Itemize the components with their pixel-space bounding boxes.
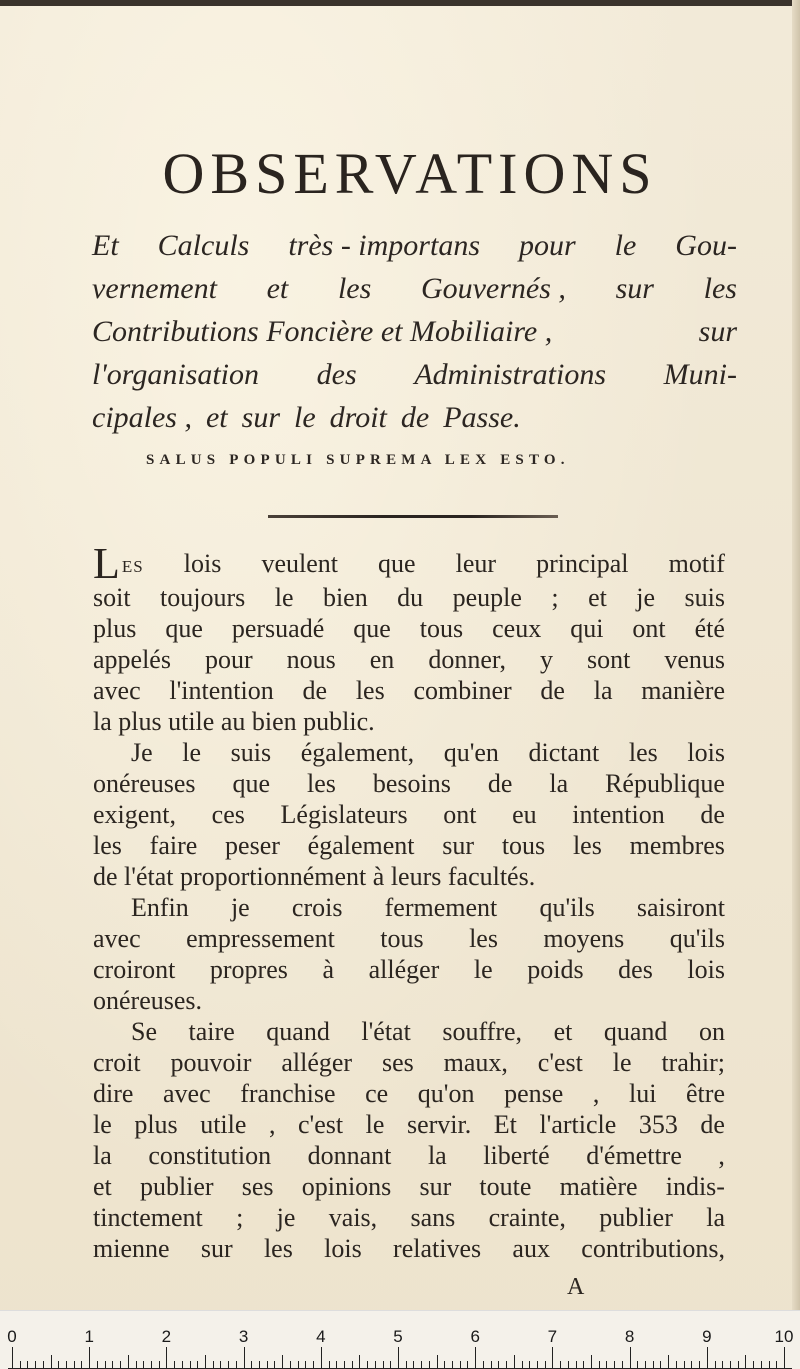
body-word: de bbox=[700, 1110, 725, 1139]
body-word: des bbox=[618, 955, 653, 984]
body-word: lois bbox=[687, 955, 725, 984]
body-word: avec bbox=[93, 924, 141, 953]
ruler-tick bbox=[591, 1355, 592, 1369]
body-word: plus bbox=[134, 1110, 178, 1139]
body-word: que bbox=[353, 614, 391, 643]
body-word: manière bbox=[641, 676, 725, 705]
ruler-label: 9 bbox=[702, 1327, 712, 1346]
body-line bbox=[93, 892, 725, 923]
body-word: vais, bbox=[328, 1203, 378, 1232]
body-word: sans bbox=[410, 1203, 456, 1232]
ruler-label: 5 bbox=[393, 1327, 403, 1346]
body-word: je bbox=[276, 1203, 296, 1232]
body-word: persuadé bbox=[231, 614, 325, 643]
body-word: indis- bbox=[665, 1172, 725, 1201]
body-word: ce bbox=[365, 1079, 389, 1108]
body-word: dictant bbox=[528, 738, 600, 767]
body-word: donner, bbox=[428, 645, 506, 674]
subtitle-word: et bbox=[266, 272, 289, 305]
ruler-tick bbox=[784, 1347, 785, 1369]
body-word: les bbox=[307, 769, 336, 798]
body-word: l'état bbox=[361, 1017, 411, 1046]
subtitle-word: l'organisation bbox=[92, 358, 259, 391]
body-word: franchise bbox=[240, 1079, 336, 1108]
body-word: ces bbox=[211, 800, 245, 829]
body-line bbox=[93, 1047, 725, 1078]
dropcap-letter: L bbox=[93, 539, 120, 588]
body-word: en bbox=[369, 645, 395, 674]
body-line bbox=[93, 861, 725, 892]
body-word: suis bbox=[230, 738, 272, 767]
body-word: également, bbox=[300, 738, 415, 767]
body-word: bien bbox=[322, 583, 368, 612]
body-word: combiner bbox=[413, 676, 512, 705]
subtitle-line bbox=[92, 310, 737, 353]
ruler-tick bbox=[359, 1355, 360, 1369]
subtitle-word: sur bbox=[615, 272, 654, 305]
body-word: peser bbox=[225, 831, 280, 860]
body-line bbox=[93, 768, 725, 799]
body-word: plus bbox=[118, 707, 169, 736]
body-word: contributions, bbox=[581, 1234, 725, 1263]
body-line bbox=[93, 1109, 725, 1140]
dropcap-word bbox=[93, 539, 144, 588]
ruler-label: 1 bbox=[84, 1327, 94, 1346]
ruler-label: 10 bbox=[774, 1327, 794, 1346]
body-word: que bbox=[165, 614, 203, 643]
body-word: je bbox=[230, 893, 250, 922]
body-line bbox=[93, 737, 725, 768]
body-word: taire bbox=[188, 1017, 235, 1046]
subtitle-word: Muni- bbox=[663, 358, 737, 391]
body-word: la bbox=[549, 769, 569, 798]
body-word: moyens bbox=[543, 924, 625, 953]
body-word: propres bbox=[209, 955, 288, 984]
ruler-tick bbox=[630, 1347, 631, 1369]
document-subtitle bbox=[92, 224, 737, 439]
body-word: la bbox=[593, 676, 613, 705]
body-word: tinctement bbox=[93, 1203, 203, 1232]
body-word: l'article bbox=[539, 1110, 617, 1139]
body-line bbox=[93, 1202, 725, 1233]
body-line bbox=[93, 830, 725, 861]
body-word: , bbox=[718, 1141, 725, 1170]
body-word: veulent bbox=[261, 549, 338, 578]
body-word: pouvoir bbox=[170, 1048, 252, 1077]
body-text bbox=[93, 539, 725, 1264]
body-word: le bbox=[182, 738, 202, 767]
body-word: tous bbox=[501, 831, 546, 860]
body-word: venus bbox=[664, 645, 725, 674]
body-word: ; bbox=[236, 1203, 244, 1232]
body-word: 353 bbox=[638, 1110, 678, 1139]
body-word: le bbox=[365, 1110, 385, 1139]
ruler-tick bbox=[437, 1355, 438, 1369]
subtitle-word: droit bbox=[329, 401, 387, 434]
body-word: saisiront bbox=[636, 893, 725, 922]
body-word: fermement bbox=[384, 893, 498, 922]
ruler-label: 3 bbox=[238, 1327, 249, 1346]
body-word: ont bbox=[632, 614, 666, 643]
body-word: ses bbox=[381, 1048, 414, 1077]
body-word: à bbox=[372, 862, 391, 891]
body-word: , bbox=[592, 1079, 600, 1108]
subtitle-word: sur bbox=[698, 315, 737, 348]
section-divider bbox=[268, 515, 558, 518]
body-word: onéreuses. bbox=[93, 986, 203, 1015]
body-word: c'est bbox=[537, 1048, 583, 1077]
body-word: de bbox=[487, 769, 513, 798]
subtitle-word: Et bbox=[92, 229, 119, 262]
body-line bbox=[93, 539, 725, 588]
ruler-label: 4 bbox=[316, 1327, 326, 1346]
body-word: quand bbox=[603, 1017, 668, 1046]
body-word: ceux bbox=[492, 614, 542, 643]
body-word: donnant bbox=[307, 1141, 392, 1170]
body-line bbox=[93, 706, 725, 737]
body-word: relatives bbox=[393, 1234, 482, 1263]
ruler-tick bbox=[707, 1347, 708, 1369]
ruler-tick bbox=[244, 1347, 245, 1369]
subtitle-word: les bbox=[703, 272, 737, 305]
body-word: lois bbox=[183, 549, 222, 578]
body-word: trahir; bbox=[661, 1048, 725, 1077]
body-word: que bbox=[232, 769, 271, 798]
ruler-tick bbox=[514, 1355, 515, 1369]
body-word: avec bbox=[93, 676, 141, 705]
ruler-tick bbox=[668, 1355, 669, 1369]
body-word: à bbox=[322, 955, 334, 984]
body-word: été bbox=[694, 614, 725, 643]
body-word: pense bbox=[504, 1079, 564, 1108]
body-word: qu'ils bbox=[669, 924, 725, 953]
subtitle-word: Gouvernés , bbox=[420, 272, 566, 305]
body-word: on bbox=[698, 1017, 725, 1046]
body-word: facultés. bbox=[447, 862, 536, 891]
subtitle-word: et bbox=[205, 401, 228, 434]
body-word: toujours bbox=[160, 583, 246, 612]
subtitle-line bbox=[92, 396, 737, 439]
body-word: la bbox=[706, 1203, 725, 1232]
body-word: les bbox=[93, 831, 122, 860]
body-word: alléger bbox=[368, 955, 440, 984]
subtitle-line bbox=[92, 267, 737, 310]
subtitle-line bbox=[92, 224, 737, 267]
body-line bbox=[93, 954, 725, 985]
body-line bbox=[93, 1140, 725, 1171]
body-word: onéreuses bbox=[93, 769, 196, 798]
body-word: Enfin bbox=[131, 893, 189, 922]
subtitle-word: vernement bbox=[92, 272, 217, 305]
body-word: croit bbox=[93, 1048, 141, 1077]
ruler-tick bbox=[51, 1355, 52, 1369]
body-word: suis bbox=[684, 583, 725, 612]
body-word: liberté bbox=[483, 1141, 550, 1170]
ruler-label: 8 bbox=[624, 1327, 635, 1346]
ruler-tick bbox=[321, 1347, 322, 1369]
body-word: Et bbox=[493, 1110, 517, 1139]
body-word: nous bbox=[286, 645, 336, 674]
body-word: besoins bbox=[372, 769, 451, 798]
body-word: opinions bbox=[301, 1172, 392, 1201]
body-word: ses bbox=[241, 1172, 274, 1201]
body-word: je bbox=[636, 583, 656, 612]
body-word: la bbox=[427, 1141, 447, 1170]
body-word: Je bbox=[131, 738, 153, 767]
body-line bbox=[93, 582, 725, 613]
body-word: motif bbox=[668, 549, 725, 578]
subtitle-word: très - importans bbox=[288, 229, 480, 262]
subtitle-word: Gou- bbox=[675, 229, 737, 262]
ruler-tick bbox=[166, 1347, 167, 1369]
body-word: public. bbox=[303, 707, 375, 736]
body-word: membres bbox=[629, 831, 725, 860]
subtitle-word: cipales , bbox=[92, 401, 192, 434]
ruler-tick bbox=[745, 1355, 746, 1369]
body-word: les bbox=[469, 924, 498, 953]
body-word: lois bbox=[324, 1234, 362, 1263]
body-word: constitution bbox=[148, 1141, 272, 1170]
body-word: ont bbox=[443, 800, 477, 829]
subtitle-word: de bbox=[400, 401, 430, 434]
body-word: utile bbox=[200, 1110, 247, 1139]
body-word: du bbox=[397, 583, 424, 612]
body-word: et bbox=[553, 1017, 573, 1046]
body-word: qui bbox=[570, 614, 604, 643]
body-line bbox=[93, 644, 725, 675]
body-word: mienne bbox=[93, 1234, 170, 1263]
body-word: intention bbox=[572, 800, 665, 829]
body-word: ; bbox=[551, 583, 559, 612]
ruler-tick bbox=[282, 1355, 283, 1369]
body-word: et bbox=[93, 1172, 112, 1201]
body-word: également bbox=[307, 831, 415, 860]
subtitle-word: les bbox=[337, 272, 372, 305]
signature-mark: A bbox=[567, 1274, 585, 1300]
body-word: souffre, bbox=[442, 1017, 523, 1046]
body-word: lois bbox=[687, 738, 725, 767]
body-word: faire bbox=[149, 831, 198, 860]
body-word: République bbox=[605, 769, 725, 798]
body-line bbox=[93, 613, 725, 644]
body-word: peuple bbox=[452, 583, 522, 612]
body-word: Se bbox=[131, 1017, 157, 1046]
body-word: dire bbox=[93, 1079, 134, 1108]
body-word: leur bbox=[455, 549, 497, 578]
body-word: crainte, bbox=[488, 1203, 566, 1232]
body-word: c'est bbox=[298, 1110, 344, 1139]
body-word: leurs bbox=[390, 862, 448, 891]
body-word: sont bbox=[586, 645, 631, 674]
subtitle-word: le bbox=[294, 401, 316, 434]
body-word: eu bbox=[512, 800, 537, 829]
body-word: lui bbox=[628, 1079, 657, 1108]
body-word: au bbox=[220, 707, 252, 736]
ruler-tick bbox=[475, 1347, 476, 1369]
ruler-label: 6 bbox=[470, 1327, 480, 1346]
body-word: publier bbox=[139, 1172, 214, 1201]
body-word: crois bbox=[291, 893, 343, 922]
body-word: plus bbox=[93, 614, 137, 643]
dropcap-smallcaps: ES bbox=[121, 557, 144, 576]
body-word: de bbox=[93, 862, 125, 891]
body-word: de bbox=[700, 800, 725, 829]
subtitle-word: pour bbox=[518, 229, 576, 262]
body-word: alléger bbox=[281, 1048, 353, 1077]
body-word: , bbox=[268, 1110, 276, 1139]
body-word: qu'en bbox=[443, 738, 499, 767]
body-word: servir. bbox=[406, 1110, 472, 1139]
ruler-tick bbox=[12, 1347, 13, 1369]
body-word: les bbox=[355, 676, 385, 705]
ruler-tick bbox=[89, 1347, 90, 1369]
body-word: la bbox=[93, 1141, 112, 1170]
ruler-tick bbox=[128, 1355, 129, 1369]
body-word: pour bbox=[204, 645, 253, 674]
body-word: le bbox=[274, 583, 294, 612]
body-word: avec bbox=[163, 1079, 211, 1108]
body-line bbox=[93, 1171, 725, 1202]
body-word: publier bbox=[599, 1203, 673, 1232]
subtitle-word: Administrations bbox=[414, 358, 607, 391]
ruler-tick bbox=[552, 1347, 553, 1369]
body-line bbox=[93, 1016, 725, 1047]
body-word: sur bbox=[200, 1234, 233, 1263]
body-word: le bbox=[473, 955, 493, 984]
body-word: de bbox=[540, 676, 565, 705]
subtitle-word: le bbox=[614, 229, 637, 262]
body-word: d'émettre bbox=[586, 1141, 682, 1170]
latin-motto: SALUS POPULI SUPREMA LEX ESTO. bbox=[146, 452, 570, 468]
body-word: l'état bbox=[124, 862, 180, 891]
ruler-tick bbox=[205, 1355, 206, 1369]
subtitle-word: des bbox=[316, 358, 357, 391]
body-word: exigent, bbox=[93, 800, 177, 829]
body-word: quand bbox=[266, 1017, 330, 1046]
body-word: y bbox=[539, 645, 553, 674]
body-word: le bbox=[93, 1110, 112, 1139]
body-word: sur bbox=[419, 1172, 452, 1201]
body-word: la bbox=[93, 707, 119, 736]
body-line bbox=[93, 675, 725, 706]
body-word: empressement bbox=[186, 924, 335, 953]
body-word: tous bbox=[380, 924, 424, 953]
body-word: les bbox=[628, 738, 658, 767]
body-line bbox=[93, 1078, 725, 1109]
body-word: et bbox=[588, 583, 607, 612]
body-word: appelés bbox=[93, 645, 171, 674]
body-word: de bbox=[302, 676, 328, 705]
body-word: sur bbox=[442, 831, 475, 860]
body-word: les bbox=[572, 831, 602, 860]
body-word: être bbox=[686, 1079, 725, 1108]
body-word: Législateurs bbox=[280, 800, 408, 829]
ruler-label: 2 bbox=[161, 1327, 172, 1346]
body-line bbox=[93, 985, 725, 1016]
ruler-label: 0 bbox=[7, 1327, 17, 1346]
body-line bbox=[93, 1233, 725, 1264]
body-word: principal bbox=[536, 549, 629, 578]
body-word: aux bbox=[512, 1234, 550, 1263]
subtitle-word: Passe. bbox=[443, 401, 521, 434]
document-title: OBSERVATIONS bbox=[162, 141, 658, 206]
body-word: matière bbox=[559, 1172, 638, 1201]
body-line bbox=[93, 923, 725, 954]
body-word: maux, bbox=[443, 1048, 508, 1077]
ruler-label: 7 bbox=[547, 1327, 558, 1346]
subtitle-word: Contributions Foncière et Mobiliaire , bbox=[92, 315, 553, 348]
body-word: les bbox=[263, 1234, 293, 1263]
body-word: tous bbox=[419, 614, 464, 643]
body-word: bien bbox=[251, 707, 304, 736]
body-word: le bbox=[612, 1048, 632, 1077]
body-word: soit bbox=[93, 583, 131, 612]
body-word: poids bbox=[527, 955, 584, 984]
subtitle-word: Calculs bbox=[157, 229, 250, 262]
body-word: toute bbox=[479, 1172, 532, 1201]
subtitle-line bbox=[92, 353, 737, 396]
body-word: croiront bbox=[93, 955, 176, 984]
page-top-edge bbox=[0, 0, 800, 6]
body-word: l'intention bbox=[169, 676, 274, 705]
ruler-tick bbox=[398, 1347, 399, 1369]
body-word: qu'ils bbox=[539, 893, 595, 922]
measurement-ruler bbox=[0, 1310, 800, 1369]
body-line bbox=[93, 799, 725, 830]
body-word: utile bbox=[168, 707, 221, 736]
body-word: proportionnément bbox=[179, 862, 373, 891]
body-word: qu'on bbox=[417, 1079, 475, 1108]
body-word: que bbox=[378, 549, 416, 578]
subtitle-word: sur bbox=[241, 401, 280, 434]
